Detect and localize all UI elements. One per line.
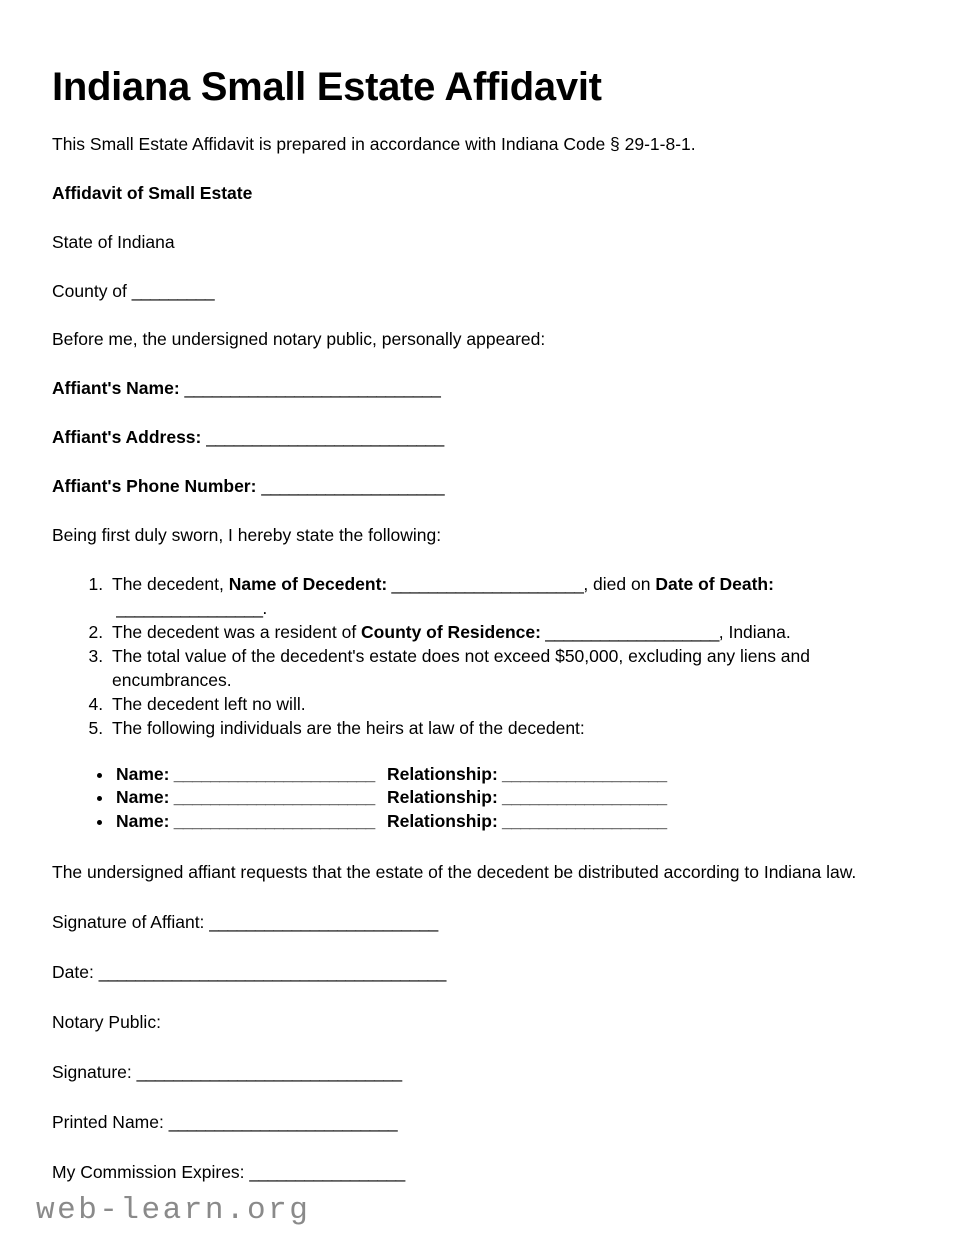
affiant-phone-field bbox=[52, 474, 915, 499]
notary-printed-name-blank[interactable]: _________________________ bbox=[168, 1111, 398, 1132]
sworn-statement-line: Being first duly sworn, I hereby state the following: bbox=[52, 524, 442, 545]
closing-paragraph: The undersigned affiant requests that the estate of the decedent be distributed according to Indiana law. bbox=[52, 861, 857, 882]
list-item bbox=[114, 786, 915, 810]
heir-relationship-blank[interactable]: __________________ bbox=[497, 787, 667, 808]
list-item bbox=[108, 644, 915, 692]
date-blank[interactable]: ______________________________________ bbox=[98, 962, 446, 983]
county-blank[interactable]: _________ bbox=[131, 280, 214, 301]
affiant-address-blank[interactable]: __________________________ bbox=[206, 427, 444, 448]
notary-signature-label: Signature: bbox=[52, 1062, 137, 1082]
signature-affiant-label: Signature of Affiant: bbox=[52, 912, 210, 933]
heir-relationship-blank[interactable]: __________________ bbox=[497, 763, 667, 784]
claim-blank-1[interactable]: ___________________ bbox=[540, 621, 719, 642]
affiant-phone-label: Affiant's Phone Number: bbox=[52, 475, 262, 496]
heir-name-blank[interactable]: ______________________ bbox=[169, 763, 379, 784]
heir-relationship-label: Relationship: bbox=[386, 811, 498, 832]
signature-affiant-field bbox=[52, 910, 915, 935]
claim-text-pre: The decedent, bbox=[112, 573, 229, 594]
site-watermark: web-learn.org bbox=[36, 1193, 311, 1228]
date-label: Date: bbox=[52, 962, 99, 983]
state-line: State of Indiana bbox=[52, 231, 175, 252]
heir-relationship-label: Relationship: bbox=[386, 763, 498, 784]
list-item bbox=[108, 572, 915, 620]
list-item bbox=[108, 692, 915, 716]
affiant-phone-blank[interactable]: ____________________ bbox=[261, 475, 444, 496]
heir-name-blank[interactable]: ______________________ bbox=[169, 787, 379, 808]
notary-signature-field bbox=[52, 1060, 915, 1085]
notary-commission-blank[interactable]: _________________ bbox=[249, 1161, 405, 1182]
claim-text-pre: The total value of the decedent's estate does not exceed $50,000, excluding any liens and encumbrances. bbox=[112, 646, 811, 691]
list-item bbox=[108, 716, 915, 740]
affiant-address-field bbox=[52, 425, 915, 450]
heir-relationship-label: Relationship: bbox=[386, 787, 498, 808]
affiant-name-blank[interactable]: ____________________________ bbox=[184, 378, 441, 399]
claim-bold-label-1: County of Residence: bbox=[361, 621, 541, 642]
heir-name-blank[interactable]: ______________________ bbox=[169, 811, 379, 832]
county-field bbox=[52, 279, 915, 304]
date-field bbox=[52, 960, 915, 985]
affiant-name-field bbox=[52, 376, 915, 401]
section-heading-affidavit: Affidavit of Small Estate bbox=[52, 182, 253, 203]
affiant-address-label: Affiant's Address: bbox=[52, 427, 207, 448]
list-item bbox=[114, 810, 915, 834]
claim-bold-label-1: Name of Decedent: bbox=[228, 573, 388, 594]
list-item bbox=[108, 620, 915, 644]
claim-text-mid: , died on bbox=[583, 573, 656, 594]
claim-text-mid: , Indiana. bbox=[718, 621, 791, 642]
claims-list bbox=[52, 572, 915, 741]
intro-paragraph: This Small Estate Affidavit is prepared in accordance with Indiana Code § 29-1-8-1. bbox=[52, 134, 696, 154]
heir-name-label: Name: bbox=[116, 787, 170, 808]
notary-signature-blank[interactable]: _____________________________ bbox=[136, 1062, 402, 1082]
signature-affiant-blank[interactable]: _________________________ bbox=[209, 912, 438, 933]
heir-name-label: Name: bbox=[116, 811, 170, 832]
notary-commission-field bbox=[52, 1160, 915, 1185]
notary-printed-name-field bbox=[52, 1110, 915, 1135]
list-item bbox=[114, 763, 915, 787]
heir-name-label: Name: bbox=[116, 763, 170, 784]
appearance-line: Before me, the undersigned notary public, personally appeared: bbox=[52, 329, 546, 350]
claim-bold-label-2: Date of Death: bbox=[655, 573, 774, 594]
claim-text-pre: The following individuals are the heirs at law of the decedent: bbox=[112, 718, 585, 739]
notary-commission-label: My Commission Expires: bbox=[52, 1161, 250, 1182]
claim-text-pre: The decedent left no will. bbox=[112, 694, 306, 715]
claim-text-pre: The decedent was a resident of bbox=[112, 621, 362, 642]
affiant-name-label: Affiant's Name: bbox=[52, 378, 185, 399]
page-title: Indiana Small Estate Affidavit bbox=[52, 65, 602, 109]
claim-blank-1[interactable]: _____________________ bbox=[387, 573, 584, 594]
county-label: County of bbox=[52, 280, 132, 301]
heirs-list bbox=[52, 763, 915, 834]
claim-text-post: . bbox=[262, 597, 268, 618]
notary-printed-name-label: Printed Name: bbox=[52, 1111, 169, 1132]
heir-relationship-blank[interactable]: __________________ bbox=[497, 811, 667, 832]
claim-blank-2[interactable]: ________________ bbox=[112, 597, 263, 618]
notary-public-heading: Notary Public: bbox=[52, 1012, 161, 1033]
